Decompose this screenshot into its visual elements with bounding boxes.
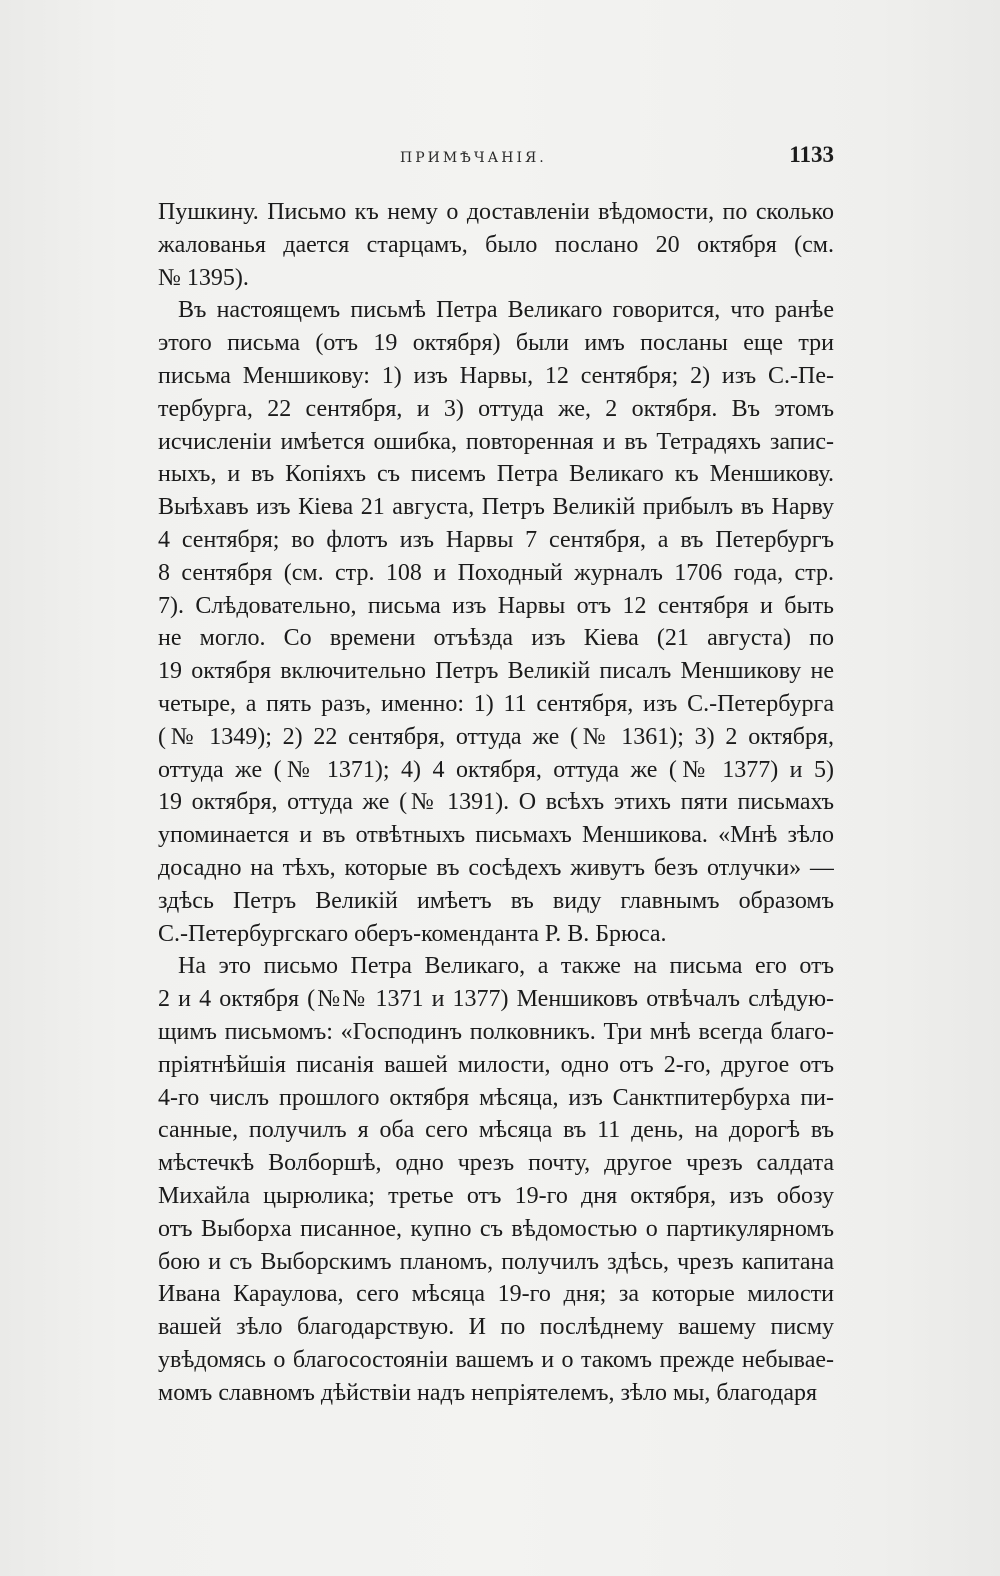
page-number: 1133 (789, 142, 834, 167)
text-line: не могло. Со времени отъѣзда изъ Кіева (21 августа) по (158, 625, 834, 652)
text-line: 19 октября включительно Петръ Великій писалъ Меншикову не (158, 658, 834, 685)
text-line: мѣстечкѣ Волборшѣ, одно чрезъ почту, другое чрезъ салдата (158, 1150, 834, 1177)
text-line: Въ настоящемъ письмѣ Петра Великаго говорится, что ранѣе (178, 297, 834, 324)
running-head: ПРИМѢЧАНІЯ. (400, 150, 547, 166)
text-line: оттуда же (№ 1371); 4) 4 октября, оттуда же (№ 1377) и 5) (158, 756, 834, 783)
text-line: Ивана Караулова, сего мѣсяца 19-го дня; за которые милости (158, 1281, 834, 1308)
text-line: На это письмо Петра Великаго, а также на письма его отъ (178, 953, 834, 980)
text-line: санные, получилъ я оба сего мѣсяца въ 11 день, на дорогѣ въ (158, 1117, 834, 1144)
text-line: увѣдомясь о благосостояніи вашемъ и о такомъ прежде небывае- (158, 1346, 834, 1373)
text-line: пріятнѣйшія писанія вашей милости, одно отъ 2-го, другое отъ (158, 1051, 834, 1078)
text-line: 4-го числъ прошлого октября мѣсяца, изъ Санктпитербурха пи- (158, 1084, 834, 1111)
paragraph (158, 950, 834, 1409)
paragraph (158, 294, 834, 950)
text-line: (№ 1349); 2) 22 сентября, оттуда же (№ 1361); 3) 2 октября, (158, 723, 834, 750)
text-line: четыре, а пять разъ, именно: 1) 11 сентября, изъ С.-Петербурга (158, 690, 834, 717)
text-line: досадно на тѣхъ, которые въ сосѣдехъ живутъ безъ отлучки» — (158, 854, 834, 881)
text-line: исчисленіи имѣется ошибка, повторенная и въ Тетрадяхъ запис- (158, 428, 834, 455)
text-body (158, 196, 834, 1409)
text-line: С.-Петербургскаго оберъ-коменданта Р. В. Брюса. (158, 920, 667, 947)
text-line: здѣсь Петръ Великій имѣетъ въ виду главнымъ образомъ (158, 887, 834, 914)
text-line: упоминается и въ отвѣтныхъ письмахъ Меншикова. «Мнѣ зѣло (158, 822, 834, 849)
text-line: вашей зѣло благодарствую. И по послѣднему вашему писму (158, 1314, 834, 1341)
text-line: момъ славномъ дѣйствіи надъ непріятелемъ, зѣло мы, благодаря (158, 1379, 818, 1406)
text-line: 19 октября, оттуда же (№ 1391). О всѣхъ этихъ пяти письмахъ (158, 789, 834, 816)
text-line: 8 сентября (см. стр. 108 и Походный журналъ 1706 года, стр. (158, 559, 834, 586)
text-line: 4 сентября; во флотъ изъ Нарвы 7 сентября, а въ Петербургъ (158, 526, 834, 553)
text-line: бою и съ Выборскимъ планомъ, получилъ здѣсь, чрезъ капитана (158, 1248, 834, 1275)
text-line: Пушкину. Письмо къ нему о доставленіи вѣдомости, по сколько (158, 199, 834, 225)
text-line: Михайла цырюлика; третье отъ 19-го дня октября, изъ обозу (158, 1182, 834, 1209)
text-line: жалованья дается старцамъ, было послано 20 октября (см. (158, 231, 834, 258)
text-line: ныхъ, и въ Копіяхъ съ писемъ Петра Великаго къ Меншикову. (158, 461, 834, 488)
paragraph (158, 196, 834, 294)
text-line: тербурга, 22 сентября, и 3) оттуда же, 2 октября. Въ этомъ (158, 395, 834, 422)
text-line: 7). Слѣдовательно, письма изъ Нарвы отъ 12 сентября и быть (158, 592, 834, 619)
text-line: щимъ письмомъ: «Господинъ полковникъ. Три мнѣ всегда благо- (158, 1018, 834, 1045)
text-line: Выѣхавъ изъ Кіева 21 августа, Петръ Великій прибылъ въ Нарву (158, 494, 834, 521)
text-line: отъ Выборха писанное, купно съ вѣдомостью о партикулярномъ (158, 1215, 834, 1242)
text-line: № 1395). (158, 264, 249, 291)
text-line: этого письма (отъ 19 октября) были имъ посланы еще три (158, 330, 834, 357)
text-line: письма Меншикову: 1) изъ Нарвы, 12 сентября; 2) изъ С.-Пе- (158, 362, 834, 389)
page-header (158, 142, 838, 174)
text-line: 2 и 4 октября (№№ 1371 и 1377) Меншиковъ отвѣчалъ слѣдую- (158, 986, 834, 1013)
